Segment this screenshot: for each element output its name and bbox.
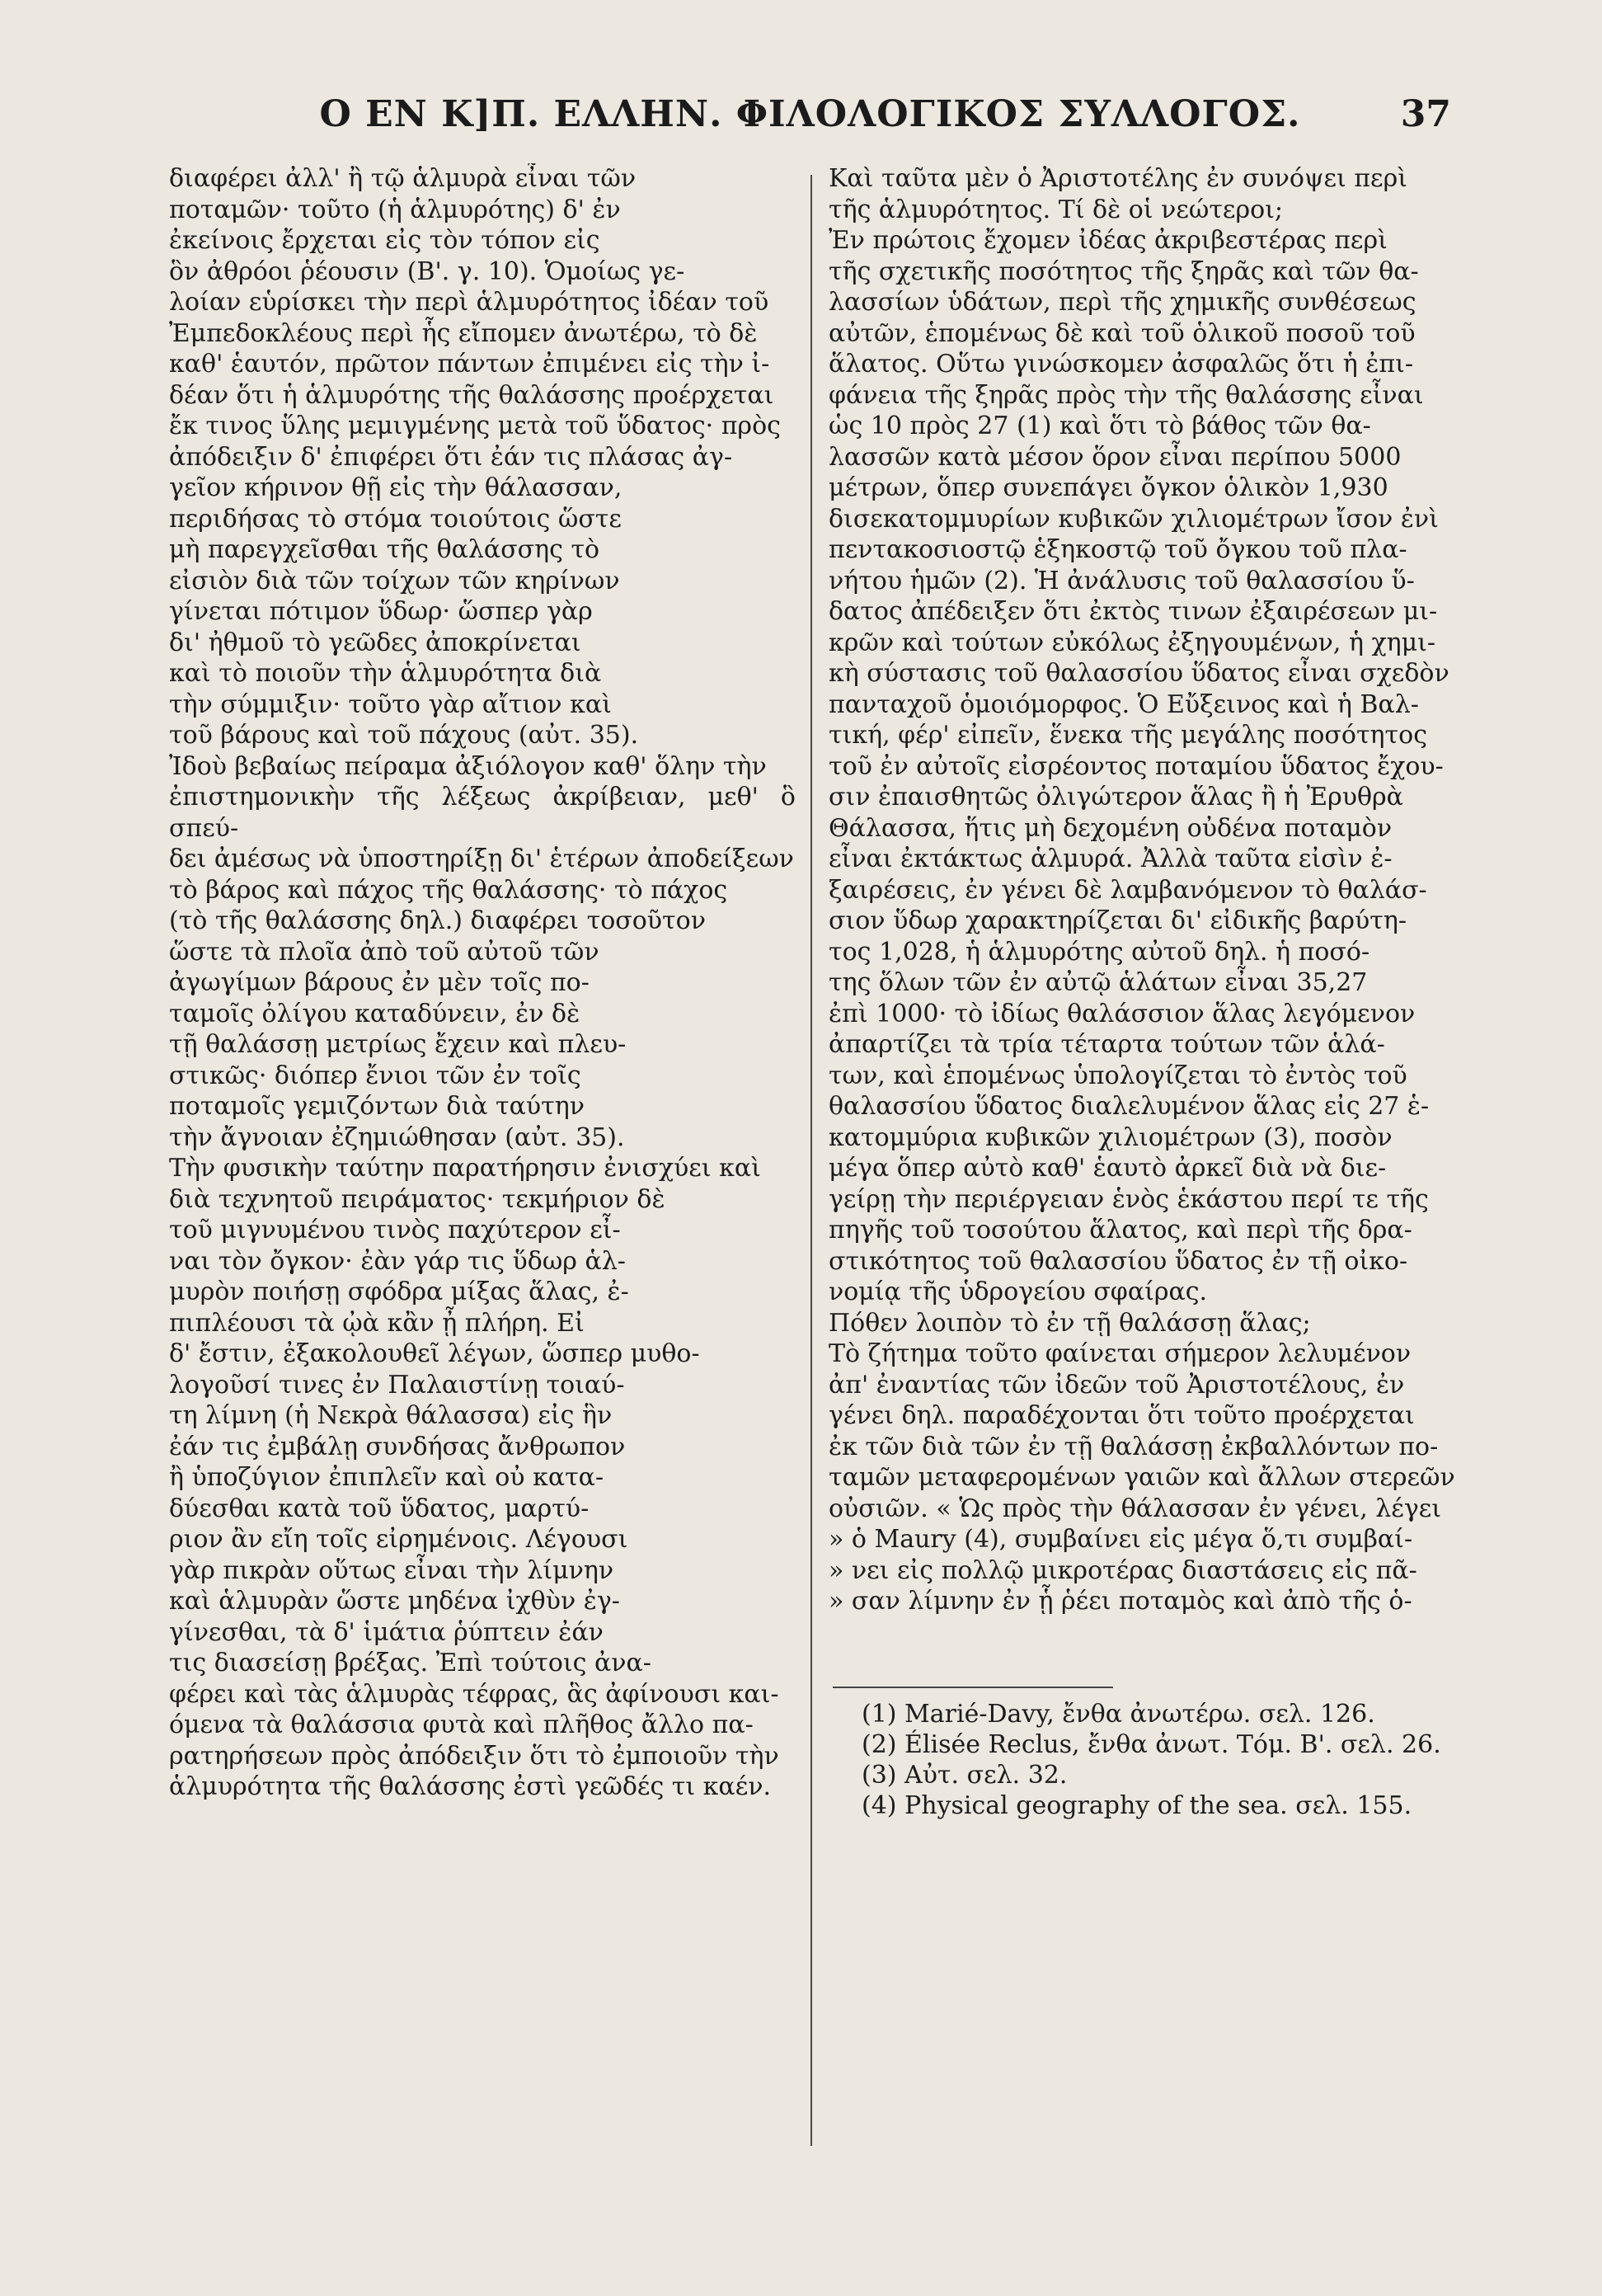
footnotes (862, 1699, 1455, 1821)
footnote-1: (1) Marié-Davy, ἔνθα ἀνωτέρω. σελ. 126. (862, 1700, 1375, 1729)
right-column-text: Καὶ ταῦτα μὲν ὁ Ἀριστοτέλης ἐν συνόψει περὶ τῆς ἁλμυρότητος. Τί δὲ οἱ νεώτεροι; Ἐν πρώτοις ἔχομεν ἰδέας ἀκριβεστέρας περὶ τῆς σχετικῆς ποσότητος τῆς ξηρᾶς καὶ τῶν θα- λασσίων ὑδάτων, περὶ τῆς χημικῆς συνθέσεως αὐτῶν, ἑπομένως δὲ καὶ τοῦ ὁλικοῦ ποσοῦ τοῦ ἅλατος. Οὕτω γινώσκομεν ἀσφαλῶς ὅτι ἡ ἐπι- φάνεια τῆς ξηρᾶς πρὸς τὴν τῆς θαλάσσης εἶναι ὡς 10 πρὸς 27 (1) καὶ ὅτι τὸ βάθος τῶν θα- λασσῶν κατὰ μέσον ὅρον εἶναι περίπου 5000 μέτρων, ὅπερ συνεπάγει ὄγκον ὁλικὸν 1,930 δισεκατομμυρίων κυβικῶν χιλιομέτρων ἴσον ἐνὶ πεντακοσιοστῷ ἑξηκοστῷ τοῦ ὄγκου τοῦ πλα- νήτου ἡμῶν (2). Ἡ ἀνάλυσις τοῦ θαλασσίου ὕ- δατος ἀπέδειξεν ὅτι ἐκτὸς τινων ἐξαιρέσεων μι- κρῶν καὶ τούτων εὐκόλως ἐξηγουμένων, ἡ χημι- κὴ σύστασις τοῦ θαλασσίου ὕδατος εἶναι σχεδὸν πανταχοῦ ὁμοιόμορφος. Ὁ Εὔξεινος καὶ ἡ Βαλ- τική, φέρ' εἰπεῖν, ἕνεκα τῆς μεγάλης ποσότητος τοῦ ἐν αὐτοῖς εἰσρέοντος ποταμίου ὕδατος ἔχου- σιν ἐπαισθητῶς ὀλιγώτερον ἅλας ἢ ἡ Ἐρυθρὰ Θάλασσα, ἥτις μὴ δεχομένη οὐδένα ποταμὸν εἶναι ἐκτάκτως ἁλμυρά. Ἀλλὰ ταῦτα εἰσὶν ἐ- ξαιρέσεις, ἐν γένει δὲ λαμβανόμενον τὸ θαλάσ- σιον ὕδωρ χαρακτηρίζεται δι' εἰδικῆς βαρύτη- τος 1,028, ἡ ἁλμυρότης αὐτοῦ δηλ. ἡ ποσό- της ὅλων τῶν ἐν αὐτῷ ἁλάτων εἶναι 35,27 ἐπὶ 1000· τὸ ἰδίως θαλάσσιον ἅλας λεγόμενον ἀπαρτίζει τὰ τρία τέταρτα τούτων τῶν ἁλά- των, καὶ ἑπομένως ὑπολογίζεται τὸ ἐντὸς τοῦ θαλασσίου ὕδατος διαλελυμένον ἅλας εἰς 27 ἑ- κατομμύρια κυβικῶν χιλιομέτρων (3), ποσὸν μέγα ὅπερ αὐτὸ καθ' ἑαυτὸ ἀρκεῖ διὰ νὰ διε- γείρῃ τὴν περιέργειαν ἑνὸς ἑκάστου περί τε τῆς πηγῆς τοῦ τοσούτου ἅλατος, καὶ περὶ τῆς δρα- στικότητος τοῦ θαλασσίου ὕδατος ἐν τῇ οἰκο- νομίᾳ τῆς ὑδρογείου σφαίρας. Πόθεν λοιπὸν τὸ ἐν τῇ θαλάσσῃ ἅλας; Τὸ ζήτημα τοῦτο φαίνεται σήμερον λελυμένον ἀπ' ἐναντίας τῶν ἰδεῶν τοῦ Ἀριστοτέλους, ἐν γένει δηλ. παραδέχονται ὅτι τοῦτο προέρχεται ἐκ τῶν διὰ τῶν ἐν τῇ θαλάσσῃ ἐκβαλλόντων πο- ταμῶν μεταφερομένων γαιῶν καὶ ἄλλων στερεῶν οὐσιῶν. « Ὡς πρὸς τὴν θάλασσαν ἐν γένει, λέγει » ὁ Maury (4), συμβαίνει εἰς μέγα ὅ,τι συμβαί- » νει εἰς πολλῷ μικροτέρας διαστάσεις εἰς πᾶ- » σαν λίμνην ἐν ᾗ ῥέει ποταμὸς καὶ ἀπὸ τῆς ὁ- (829, 164, 1455, 1616)
footnote-2: (2) Élisée Reclus, ἔνθα ἀνωτ. Τόμ. Β'. σελ. 26. (862, 1730, 1441, 1759)
footnote-4: (4) Physical geography of the sea. σελ. 155. (862, 1791, 1412, 1820)
left-column-text: διαφέρει ἀλλ' ἢ τῷ ἁλμυρὰ εἶναι τῶν ποταμῶν· τοῦτο (ἡ ἁλμυρότης) δ' ἐν ἐκείνοις ἔρχεται εἰς τὸν τόπον εἰς ὃν ἀθρόοι ῥέουσιν (Β'. γ. 10). Ὁμοίως γε- λοίαν εὑρίσκει τὴν περὶ ἁλμυρότητος ἰδέαν τοῦ Ἐμπεδοκλέους περὶ ἧς εἴπομεν ἀνωτέρω, τὸ δὲ καθ' ἑαυτόν, πρῶτον πάντων ἐπιμένει εἰς τὴν ἰ- δέαν ὅτι ἡ ἁλμυρότης τῆς θαλάσσης προέρχεται ἔκ τινος ὕλης μεμιγμένης μετὰ τοῦ ὕδατος· πρὸς ἀπόδειξιν δ' ἐπιφέρει ὅτι ἐάν τις πλάσας ἀγ- γεῖον κήρινον θῇ εἰς τὴν θάλασσαν, περιδήσας τὸ στόμα τοιούτοις ὥστε μὴ παρεγχεῖσθαι τῆς θαλάσσης τὸ εἰσιὸν διὰ τῶν τοίχων τῶν κηρίνων γίνεται πότιμον ὕδωρ· ὥσπερ γὰρ δι' ἠθμοῦ τὸ γεῶδες ἀποκρίνεται καὶ τὸ ποιοῦν τὴν ἁλμυρότητα διὰ τὴν σύμμιξιν· τοῦτο γὰρ αἴτιον καὶ τοῦ βάρους καὶ τοῦ πάχους (αὐτ. 35). Ἰδοὺ βεβαίως πείραμα ἀξιόλογον καθ' ὅλην τὴν ἐπιστημονικὴν τῆς λέξεως ἀκρίβειαν, μεθ' ὃ σπεύ- δει ἀμέσως νὰ ὑποστηρίξῃ δι' ἑτέρων ἀποδείξεων τὸ βάρος καὶ πάχος τῆς θαλάσσης· τὸ πάχος (τὸ τῆς θαλάσσης δηλ.) διαφέρει τοσοῦτον ὥστε τὰ πλοῖα ἀπὸ τοῦ αὐτοῦ τῶν ἀγωγίμων βάρους ἐν μὲν τοῖς πο- ταμοῖς ὀλίγου καταδύνειν, ἐν δὲ τῇ θαλάσσῃ μετρίως ἔχειν καὶ πλευ- στικῶς· διόπερ ἔνιοι τῶν ἐν τοῖς ποταμοῖς γεμιζόντων διὰ ταύτην τὴν ἄγνοιαν ἐζημιώθησαν (αὐτ. 35). Τὴν φυσικὴν ταύτην παρατήρησιν ἐνισχύει καὶ διὰ τεχνητοῦ πειράματος· τεκμήριον δὲ τοῦ μιγνυμένου τινὸς παχύτερον εἶ- ναι τὸν ὄγκον· ἐὰν γάρ τις ὕδωρ ἁλ- μυρὸν ποιήσῃ σφόδρα μίξας ἅλας, ἐ- πιπλέουσι τὰ ᾠὰ κἂν ᾖ πλήρη. Εἰ δ' ἔστιν, ἐξακολουθεῖ λέγων, ὥσπερ μυθο- λογοῦσί τινες ἐν Παλαιστίνῃ τοιαύ- τη λίμνη (ἡ Νεκρὰ θάλασσα) εἰς ἣν ἐάν τις ἐμβάλῃ συνδήσας ἄνθρωπον ἢ ὑποζύγιον ἐπιπλεῖν καὶ οὐ κατα- δύεσθαι κατὰ τοῦ ὕδατος, μαρτύ- ριον ἂν εἴη τοῖς εἰρημένοις. Λέγουσι γὰρ πικρὰν οὕτως εἶναι τὴν λίμνην καὶ ἁλμυρὰν ὥστε μηδένα ἰχθὺν ἐγ- γίνεσθαι, τὰ δ' ἱμάτια ῥύπτειν ἐάν τις διασείσῃ βρέξας. Ἐπὶ τούτοις ἀνα- φέρει καὶ τὰς ἁλμυρὰς τέφρας, ἃς ἀφίνουσι και- όμενα τὰ θαλάσσια φυτὰ καὶ πλῆθος ἄλλο πα- ρατηρήσεων πρὸς ἀπόδειξιν ὅτι τὸ ἐμποιοῦν τὴν ἁλμυρότητα τῆς θαλάσσης ἐστὶ γεῶδές τι καέν. (169, 164, 796, 1801)
footnote-rule (833, 1687, 1113, 1688)
page-number: 37 (1400, 93, 1451, 135)
footnote-3: (3) Αὐτ. σελ. 32. (862, 1761, 1068, 1790)
running-header (169, 87, 1451, 144)
journal-title: Ο ΕΝ Κ]Π. ΕΛΛΗΝ. ΦΙΛΟΛΟΓΙΚΟΣ ΣΥΛΛΟΓΟΣ. (319, 93, 1301, 135)
column-divider (810, 175, 812, 2146)
